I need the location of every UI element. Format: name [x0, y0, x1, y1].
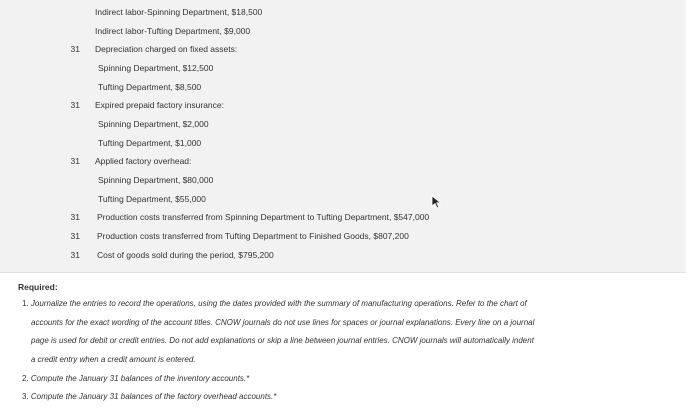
transaction-text: Depreciation charged on fixed assets: [95, 44, 238, 54]
transaction-text: Tufting Department, $8,500 [98, 82, 202, 92]
requirement-3 [22, 387, 276, 406]
transaction-text: Tufting Department, $1,000 [98, 138, 202, 148]
requirement-text: Compute the January 31 balances of the inventory accounts.* [30, 374, 250, 383]
transaction-row [0, 227, 686, 246]
requirement-1-line: page is used for debit or credit entries. Do not add explanations or skip a line between journal entries. CNOW journals will automatically indent [31, 336, 534, 345]
transaction-text: Indirect labor-Tufting Department, $9,000 [95, 26, 251, 36]
transaction-text: Tufting Department, $55,000 [98, 194, 206, 204]
requirement-2 [22, 369, 249, 388]
transaction-text: Expired prepaid factory insurance: [95, 100, 224, 110]
transaction-row [0, 40, 686, 59]
requirement-1-line: a credit entry when a credit amount is entered. [31, 355, 196, 364]
transaction-row [0, 171, 686, 190]
requirement-number: 3. [22, 392, 29, 401]
transaction-date: 31 [70, 231, 80, 241]
required-heading: Required: [18, 282, 58, 292]
transaction-text: Cost of goods sold during the period, $795,200 [97, 250, 274, 260]
transaction-text: Production costs transferred from Tufting Department to Finished Goods, $807,200 [97, 231, 409, 241]
transaction-text: Spinning Department, $80,000 [98, 175, 214, 185]
transaction-row [0, 59, 686, 78]
transaction-date: 31 [70, 156, 80, 166]
transaction-row [0, 78, 686, 97]
transaction-date: 31 [70, 212, 80, 222]
transaction-row [0, 22, 686, 41]
transaction-text: Spinning Department, $12,500 [98, 63, 214, 73]
requirement-text: Journalize the entries to record the operations, using the dates provided with the summary of manufacturing operations. Refer to the chart of [30, 299, 527, 308]
mouse-pointer-icon [431, 195, 443, 209]
requirement-number: 1. [22, 299, 29, 308]
requirement-1-line [22, 294, 527, 313]
requirement-number: 2. [22, 374, 29, 383]
transaction-row [0, 208, 686, 227]
requirement-text: Compute the January 31 balances of the factory overhead accounts.* [30, 392, 277, 401]
transaction-text: Production costs transferred from Spinning Department to Tufting Department, $547,000 [97, 212, 430, 222]
transaction-date: 31 [70, 44, 80, 54]
transaction-row [0, 152, 686, 171]
transaction-date: 31 [70, 100, 80, 110]
transaction-row [0, 115, 686, 134]
transaction-row [0, 246, 686, 265]
transaction-row [0, 3, 686, 22]
transaction-text: Indirect labor-Spinning Department, $18,500 [95, 7, 263, 17]
transaction-row [0, 96, 686, 115]
transaction-row [0, 190, 686, 209]
transaction-text: Applied factory overhead: [95, 156, 192, 166]
transaction-row [0, 134, 686, 153]
transaction-text: Spinning Department, $2,000 [98, 119, 209, 129]
transaction-date: 31 [70, 250, 80, 260]
requirement-1-line: accounts for the exact wording of the account titles. CNOW journals do not use lines for spaces or journal explanations. Every line on a journal [31, 318, 535, 327]
